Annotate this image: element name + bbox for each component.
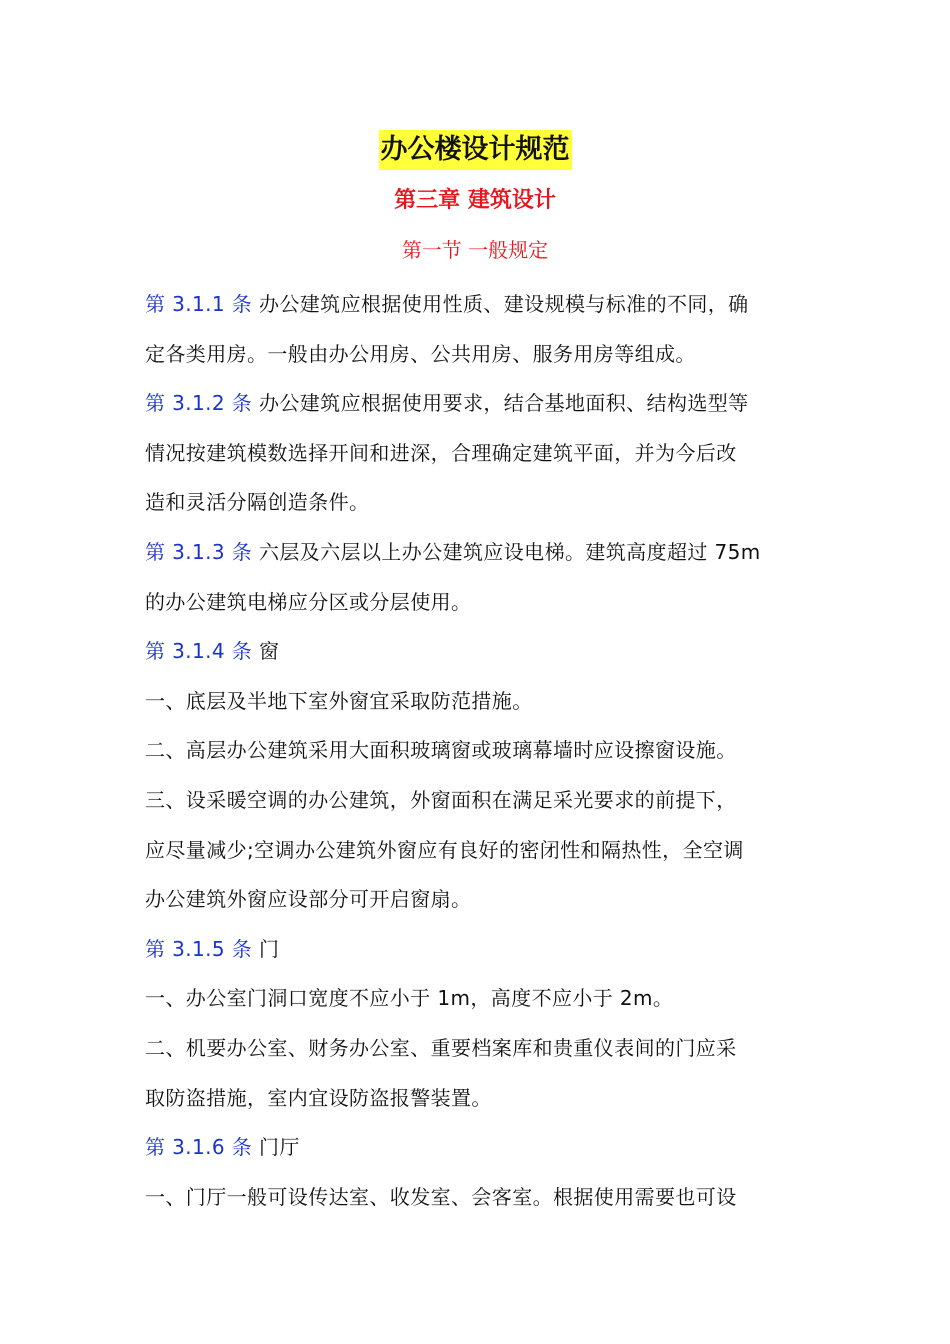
article-3-1-4-line-5: 办公建筑外窗应设部分可开启窗扇。 <box>145 887 472 912</box>
article-heading: 门厅 <box>258 1135 300 1160</box>
article-3-1-5-line-2: 二、机要办公室、财务办公室、重要档案库和贵重仪表间的门应采 <box>145 1035 737 1060</box>
article-3-1-6-heading <box>145 1123 810 1173</box>
article-number: 第 3.1.3 条 <box>145 539 253 564</box>
article-3-1-2-line-3: 造和灵活分隔创造条件。 <box>145 490 370 515</box>
article-3-1-4-heading <box>145 627 810 677</box>
article-3-1-6-line-1: 一、门厅一般可设传达室、收发室、会客室。根据使用需要也可设 <box>145 1184 737 1209</box>
article-3-1-4-line-3: 三、设采暖空调的办公建筑，外窗面积在满足采光要求的前提下， <box>145 787 737 812</box>
article-3-1-4-line-2: 二、高层办公建筑采用大面积玻璃窗或玻璃幕墙时应设擦窗设施。 <box>145 738 737 763</box>
article-text: 办公建筑应根据使用要求，结合基地面积、结构选型等 <box>258 391 749 416</box>
article-3-1-5-line-1: 一、办公室门洞口宽度不应小于 1m，高度不应小于 2m。 <box>145 986 674 1011</box>
document-title: 办公楼设计规范 <box>379 130 572 170</box>
title-block <box>0 130 950 170</box>
article-number: 第 3.1.1 条 <box>145 292 253 316</box>
chapter-heading: 第三章 建筑设计 <box>394 188 556 213</box>
article-number: 第 3.1.4 条 <box>145 639 253 664</box>
article-3-1-3-line-2: 的办公建筑电梯应分区或分层使用。 <box>145 589 472 614</box>
article-3-1-4-line-1: 一、底层及半地下室外窗宜采取防范措施。 <box>145 688 533 713</box>
article-3-1-2-line-2: 情况按建筑模数选择开间和进深，合理确定建筑平面，并为今后改 <box>145 440 737 465</box>
article-3-1-5-line-3: 取防盗措施，室内宜设防盗报警装置。 <box>145 1085 492 1110</box>
document-body <box>145 280 810 1222</box>
article-heading: 窗 <box>258 639 280 664</box>
article-text: 六层及六层以上办公建筑应设电梯。建筑高度超过 75m <box>258 539 761 564</box>
section-heading: 第一节 一般规定 <box>401 238 549 262</box>
article-3-1-1-line-2: 定各类用房。一般由办公用房、公共用房、服务用房等组成。 <box>145 341 696 366</box>
article-3-1-4-line-4: 应尽量减少;空调办公建筑外窗应有良好的密闭性和隔热性，全空调 <box>145 837 744 862</box>
article-number: 第 3.1.6 条 <box>145 1135 253 1160</box>
article-text: 办公建筑应根据使用性质、建设规模与标准的不同，确 <box>258 292 749 316</box>
article-3-1-5-heading <box>145 925 810 975</box>
article-number: 第 3.1.2 条 <box>145 391 253 416</box>
article-3-1-3-line-1 <box>145 528 810 578</box>
article-heading: 门 <box>258 936 280 961</box>
article-3-1-2-line-1 <box>145 379 810 429</box>
article-number: 第 3.1.5 条 <box>145 936 253 961</box>
article-3-1-1-line-1 <box>145 280 810 330</box>
